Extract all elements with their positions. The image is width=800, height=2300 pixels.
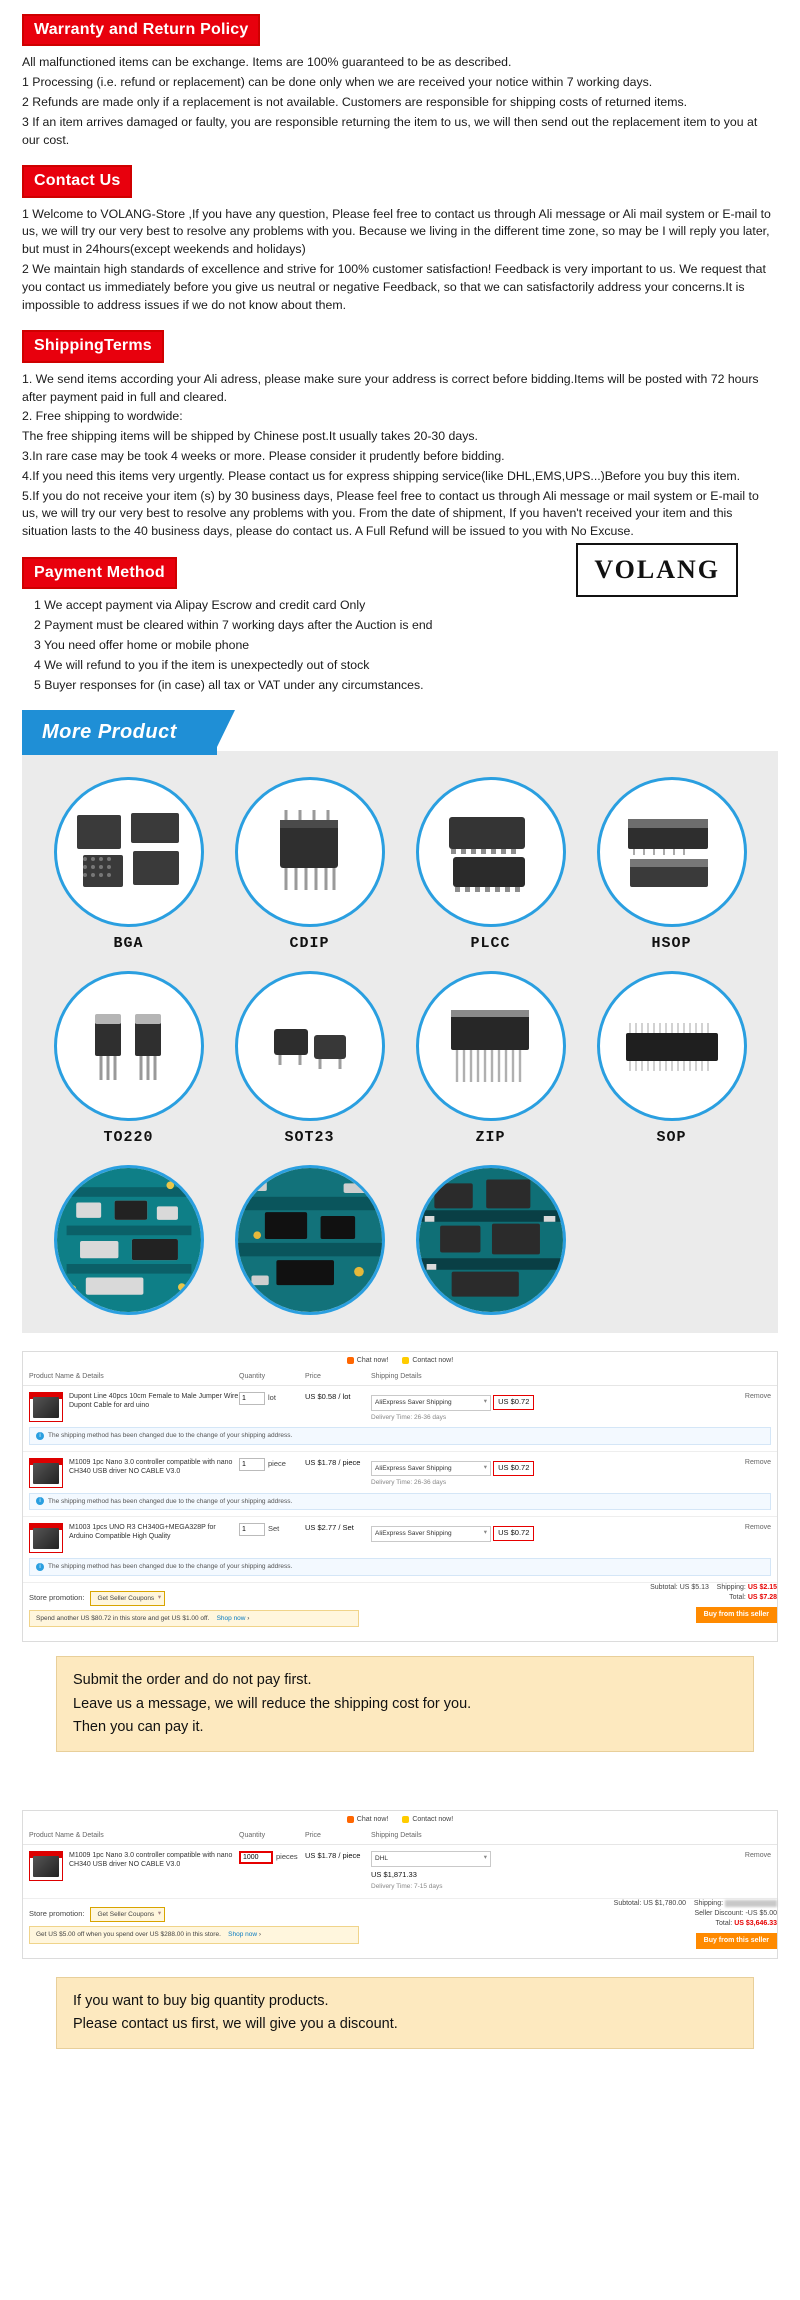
cart-screenshot-1 (22, 1351, 778, 1642)
cart1-table-header (23, 1369, 777, 1386)
cart1-footer (23, 1583, 777, 1636)
warranty-line-2: 2 Refunds are made only if a replacement is not available. Customers are responsible for shipping costs of returned items. (22, 94, 688, 109)
sop-chip-icon (597, 971, 747, 1121)
warranty-line-3: 3 If an item arrives damaged or faulty, you are responsible returning the item to us, we will then send out the replacement item to you at our cost. (22, 114, 758, 147)
buy-from-seller-button[interactable]: Buy from this seller (696, 1933, 777, 1949)
shipping-price: US $0.72 (493, 1461, 534, 1476)
product-cell-to220[interactable] (40, 971, 217, 1159)
product-cell-pcb-1[interactable] (40, 1165, 217, 1315)
product-title[interactable]: M1009 1pc Nano 3.0 controller compatible with nano CH340 USB driver NO CABLE V3.0 (69, 1458, 233, 1475)
info-icon: i (36, 1563, 44, 1571)
shipping-heading: ShippingTerms (22, 330, 164, 362)
contact-line-1: 2 We maintain high standards of excellence and strive for 100% customer satisfaction! Feedback is very important to us. We request that you contact us immediately before you give us neutral or negative Feedback, so that we can satisfactorily address your concerns.It is impossible to address issues if we do not know about them. (22, 262, 766, 312)
more-product-section (22, 710, 778, 1333)
warranty-heading: Warranty and Return Policy (22, 14, 260, 46)
store-promotion-label: Store promotion: (29, 1592, 85, 1602)
callout1-line-2: Then you can pay it. (73, 1718, 204, 1735)
warranty-line-0: All malfunctioned items can be exchange. Items are 100% guaranteed to be as described. (22, 55, 512, 70)
cdip-chip-icon (235, 777, 385, 927)
shipping-value-blurred (725, 1900, 777, 1907)
table-row (23, 1845, 777, 1899)
quantity-cell (239, 1458, 305, 1471)
hsop-chip-icon (597, 777, 747, 927)
cart2-top-links (23, 1811, 777, 1828)
sot23-chip-icon (235, 971, 385, 1121)
get-seller-coupons-button[interactable]: Get Seller Coupons ▾ (90, 1591, 165, 1606)
product-cell-pcb-2[interactable] (221, 1165, 398, 1315)
delivery-time: Delivery Time: 7-15 days (371, 1883, 443, 1891)
mail-icon (402, 1357, 409, 1364)
table-row (23, 1386, 777, 1451)
pcb-closeup-photo (235, 1165, 385, 1315)
shipping-line-0: 1. We send items according your Ali adress, please make sure your address is correct before bidding.Items will be posted with 72 hours after payment paid in full and cleared. (22, 371, 759, 404)
cart1-col-price: Price (305, 1373, 321, 1381)
unit-price: US $2.77 / Set (305, 1523, 354, 1533)
quantity-cell (239, 1392, 305, 1405)
shipping-change-notice: i The shipping method has been changed due to the change of your shipping address. (29, 1558, 771, 1575)
delivery-time: Delivery Time: 26-36 days (371, 1479, 447, 1487)
payment-line-1: 2 Payment must be cleared within 7 working days after the Auction is end (34, 618, 433, 633)
contact-now-link-2[interactable]: Contact now! (402, 1815, 453, 1825)
buy-from-seller-button[interactable]: Buy from this seller (696, 1607, 777, 1623)
get-seller-coupons-button[interactable]: Get Seller Coupons ▾ (90, 1907, 165, 1922)
plcc-chip-icon (416, 777, 566, 927)
shipping-price: US $1,871.33 (371, 1869, 417, 1879)
contact-heading: Contact Us (22, 165, 132, 197)
cart1-top-links (23, 1352, 777, 1369)
quantity-unit: Set (268, 1524, 280, 1534)
shop-now-link[interactable]: Shop now (216, 1614, 246, 1622)
more-product-grid-bg (22, 751, 778, 1333)
pcb-components-photo (416, 1165, 566, 1315)
contact-now-link-1[interactable]: Contact now! (402, 1356, 453, 1366)
to220-transistor-icon (54, 971, 204, 1121)
shipping-method-select[interactable]: AliExpress Saver Shipping ▾ (371, 1461, 491, 1476)
zip-module-icon (416, 971, 566, 1121)
cart2-col-product: Product Name & Details (29, 1832, 104, 1840)
pcb-board-photo (54, 1165, 204, 1315)
delivery-time: Delivery Time: 26-36 days (371, 1413, 447, 1421)
info-icon: i (36, 1432, 44, 1440)
remove-button[interactable]: Remove (744, 1458, 771, 1466)
bga-chip-icon (54, 777, 204, 927)
product-cell-cdip[interactable] (221, 777, 398, 965)
shipping-method-select[interactable]: DHL ▾ (371, 1851, 491, 1866)
table-row (23, 1517, 777, 1582)
product-cell-sot23[interactable] (221, 971, 398, 1159)
shipping-label: Shipping: (693, 1899, 724, 1907)
product-title[interactable]: M1009 1pc Nano 3.0 controller compatible with nano CH340 USB driver NO CABLE V3.0 (69, 1852, 233, 1869)
product-cell-hsop[interactable] (583, 777, 760, 965)
product-title[interactable]: Dupont Line 40pcs 10cm Female to Male Jumper Wire Dupont Cable for ard uino (69, 1393, 239, 1410)
chat-now-link-1[interactable]: Chat now! (347, 1356, 389, 1366)
quantity-unit: piece (268, 1458, 286, 1468)
quantity-cell (239, 1851, 305, 1864)
volang-logo: VOLANG (576, 543, 738, 597)
quantity-input[interactable] (239, 1392, 265, 1405)
payment-line-4: 5 Buyer responses for (in case) all tax or VAT under any circumstances. (34, 677, 424, 692)
product-cell-bga[interactable] (40, 777, 217, 965)
product-cell-zip[interactable] (402, 971, 579, 1159)
store-promotion-label: Store promotion: (29, 1909, 85, 1919)
callout-message-2 (56, 1977, 754, 2049)
product-label-cdip: CDIP (289, 935, 330, 953)
shipping-change-notice: i The shipping method has been changed due to the change of your shipping address. (29, 1493, 771, 1510)
payment-line-2: 3 You need offer home or mobile phone (34, 637, 250, 652)
unit-price: US $1.78 / piece (305, 1851, 361, 1861)
product-label-zip: ZIP (475, 1129, 506, 1147)
shipping-line-1: 2. Free shipping to wordwide: (22, 409, 183, 424)
product-grid (40, 777, 760, 1315)
product-label-plcc: PLCC (470, 935, 511, 953)
product-label-sop: SOP (656, 1129, 687, 1147)
shop-now-link[interactable]: Shop now (228, 1931, 258, 1939)
unit-price: US $1.78 / piece (305, 1457, 361, 1467)
cart-screenshot-2 (22, 1810, 778, 1959)
product-label-hsop: HSOP (651, 935, 692, 953)
shipping-label: Shipping: (716, 1583, 746, 1591)
callout1-line-1: Leave us a message, we will reduce the shipping cost for you. (73, 1695, 472, 1712)
shipping-price: US $0.72 (493, 1395, 534, 1410)
cart2-footer (23, 1899, 777, 1952)
remove-button[interactable]: Remove (744, 1852, 771, 1860)
payment-line-0: 1 We accept payment via Alipay Escrow and credit card Only (34, 598, 366, 613)
quantity-input[interactable] (239, 1458, 265, 1471)
subtotal-label: Subtotal: (613, 1899, 642, 1907)
shipping-value: US $2.15 (747, 1583, 777, 1591)
quantity-cell (239, 1523, 305, 1536)
info-icon: i (36, 1497, 44, 1505)
callout2-line-0: If you want to buy big quantity products. (73, 1992, 329, 2009)
cart1-col-product: Product Name & Details (29, 1373, 104, 1381)
product-thumbnail[interactable] (29, 1851, 63, 1881)
quantity-input[interactable] (239, 1851, 273, 1864)
shipping-price: US $0.72 (493, 1526, 534, 1541)
promotion-text: Spend another US $80.72 in this store and get US $1.00 off. (36, 1614, 210, 1622)
product-label-sot23: SOT23 (284, 1129, 335, 1147)
shipping-change-notice: i The shipping method has been changed due to the change of your shipping address. (29, 1427, 771, 1444)
mail-icon (402, 1816, 409, 1823)
shipping-line-4: 4.If you need this items very urgently. Please contact us for express shipping service(like DHL,EMS,UPS...)Before you buy this item. (22, 468, 741, 483)
quantity-unit: lot (268, 1393, 276, 1403)
callout-message-1 (56, 1656, 754, 1752)
seller-discount-value: -US $5.00 (745, 1910, 777, 1918)
payment-line-3: 4 We will refund to you if the item is unexpectedly out of stock (34, 657, 370, 672)
total-value: US $3,646.33 (734, 1920, 777, 1928)
chat-now-link-2[interactable]: Chat now! (347, 1815, 389, 1825)
cart1-col-quantity: Quantity (239, 1373, 266, 1381)
quantity-input[interactable] (239, 1523, 265, 1536)
promotion-text: Get US $5.00 off when you spend over US $288.00 in this store. (36, 1931, 221, 1939)
subtotal-value: US $1,780.00 (643, 1899, 687, 1907)
total-value: US $7.28 (747, 1593, 777, 1601)
table-row (23, 1452, 777, 1517)
product-cell-plcc[interactable] (402, 777, 579, 965)
unit-price: US $0.58 / lot (305, 1392, 351, 1402)
promotion-bar: Spend another US $80.72 in this store and get US $1.00 off. Shop now › (29, 1610, 359, 1627)
contact-line-0: 1 Welcome to VOLANG-Store ,If you have any question, Please feel free to contact us through Ali message or Ali mail system or E-mail to us, we will try our very best to resolve any problems with you. Because we living in the different time zone, so may be I will reply you later, but must in 24hours(except weekends and holidays) (22, 206, 771, 257)
shipping-line-5: 5.If you do not receive your item (s) by 30 business days, Please feel free to contact us through Ali message or mail system or E-mail to us, we will try our very best to resolve any problems with you. From the date of shipment, If you haven't received your item and this situation lasts to the 40 business days, please do contact us. A Full Refund will be issued to you with No Excuse. (22, 488, 759, 539)
cart2-col-quantity: Quantity (239, 1832, 266, 1840)
callout1-line-0: Submit the order and do not pay first. (73, 1672, 312, 1689)
chat-icon (347, 1816, 354, 1823)
cart2-col-price: Price (305, 1832, 321, 1840)
product-thumbnail[interactable] (29, 1458, 63, 1488)
total-label: Total: (715, 1920, 733, 1928)
product-cell-sop[interactable] (583, 971, 760, 1159)
product-thumbnail[interactable] (29, 1523, 63, 1553)
product-cell-pcb-3[interactable] (402, 1165, 579, 1315)
cart2-col-shipping: Shipping Details (371, 1832, 422, 1840)
product-thumbnail[interactable] (29, 1392, 63, 1422)
warranty-line-1: 1 Processing (i.e. refund or replacement) can be done only when we are received your notice within 7 working days. (22, 75, 653, 90)
shipping-line-3: 3.In rare case may be took 4 weeks or more. Please consider it prudently before bidding. (22, 448, 505, 463)
quantity-unit: pieces (276, 1852, 298, 1862)
subtotal-value: US $5.13 (679, 1583, 709, 1591)
remove-button[interactable]: Remove (744, 1393, 771, 1401)
more-product-banner: More Product (22, 710, 217, 755)
cart1-totals (650, 1583, 777, 1623)
payment-heading: Payment Method (22, 557, 177, 589)
cart2-totals (614, 1899, 777, 1950)
product-title[interactable]: M1003 1pcs UNO R3 CH340G+MEGA328P for Arduino Compatible High Quality (69, 1524, 216, 1541)
total-label: Total: (729, 1593, 746, 1601)
cart1-col-shipping: Shipping Details (371, 1373, 422, 1381)
product-label-bga: BGA (113, 935, 144, 953)
promotion-bar: Get US $5.00 off when you spend over US $288.00 in this store. Shop now › (29, 1926, 359, 1943)
subtotal-label: Subtotal: (650, 1583, 678, 1591)
callout2-line-1: Please contact us first, we will give you a discount. (73, 2015, 398, 2032)
seller-discount-label: Seller Discount: (694, 1910, 744, 1918)
remove-button[interactable]: Remove (744, 1524, 771, 1532)
chat-icon (347, 1357, 354, 1364)
shipping-method-select[interactable]: AliExpress Saver Shipping ▾ (371, 1526, 491, 1541)
shipping-line-2: The free shipping items will be shipped by Chinese post.It usually takes 20-30 days. (22, 429, 478, 444)
shipping-method-select[interactable]: AliExpress Saver Shipping ▾ (371, 1395, 491, 1410)
product-label-to220: TO220 (103, 1129, 154, 1147)
cart2-table-header (23, 1828, 777, 1845)
